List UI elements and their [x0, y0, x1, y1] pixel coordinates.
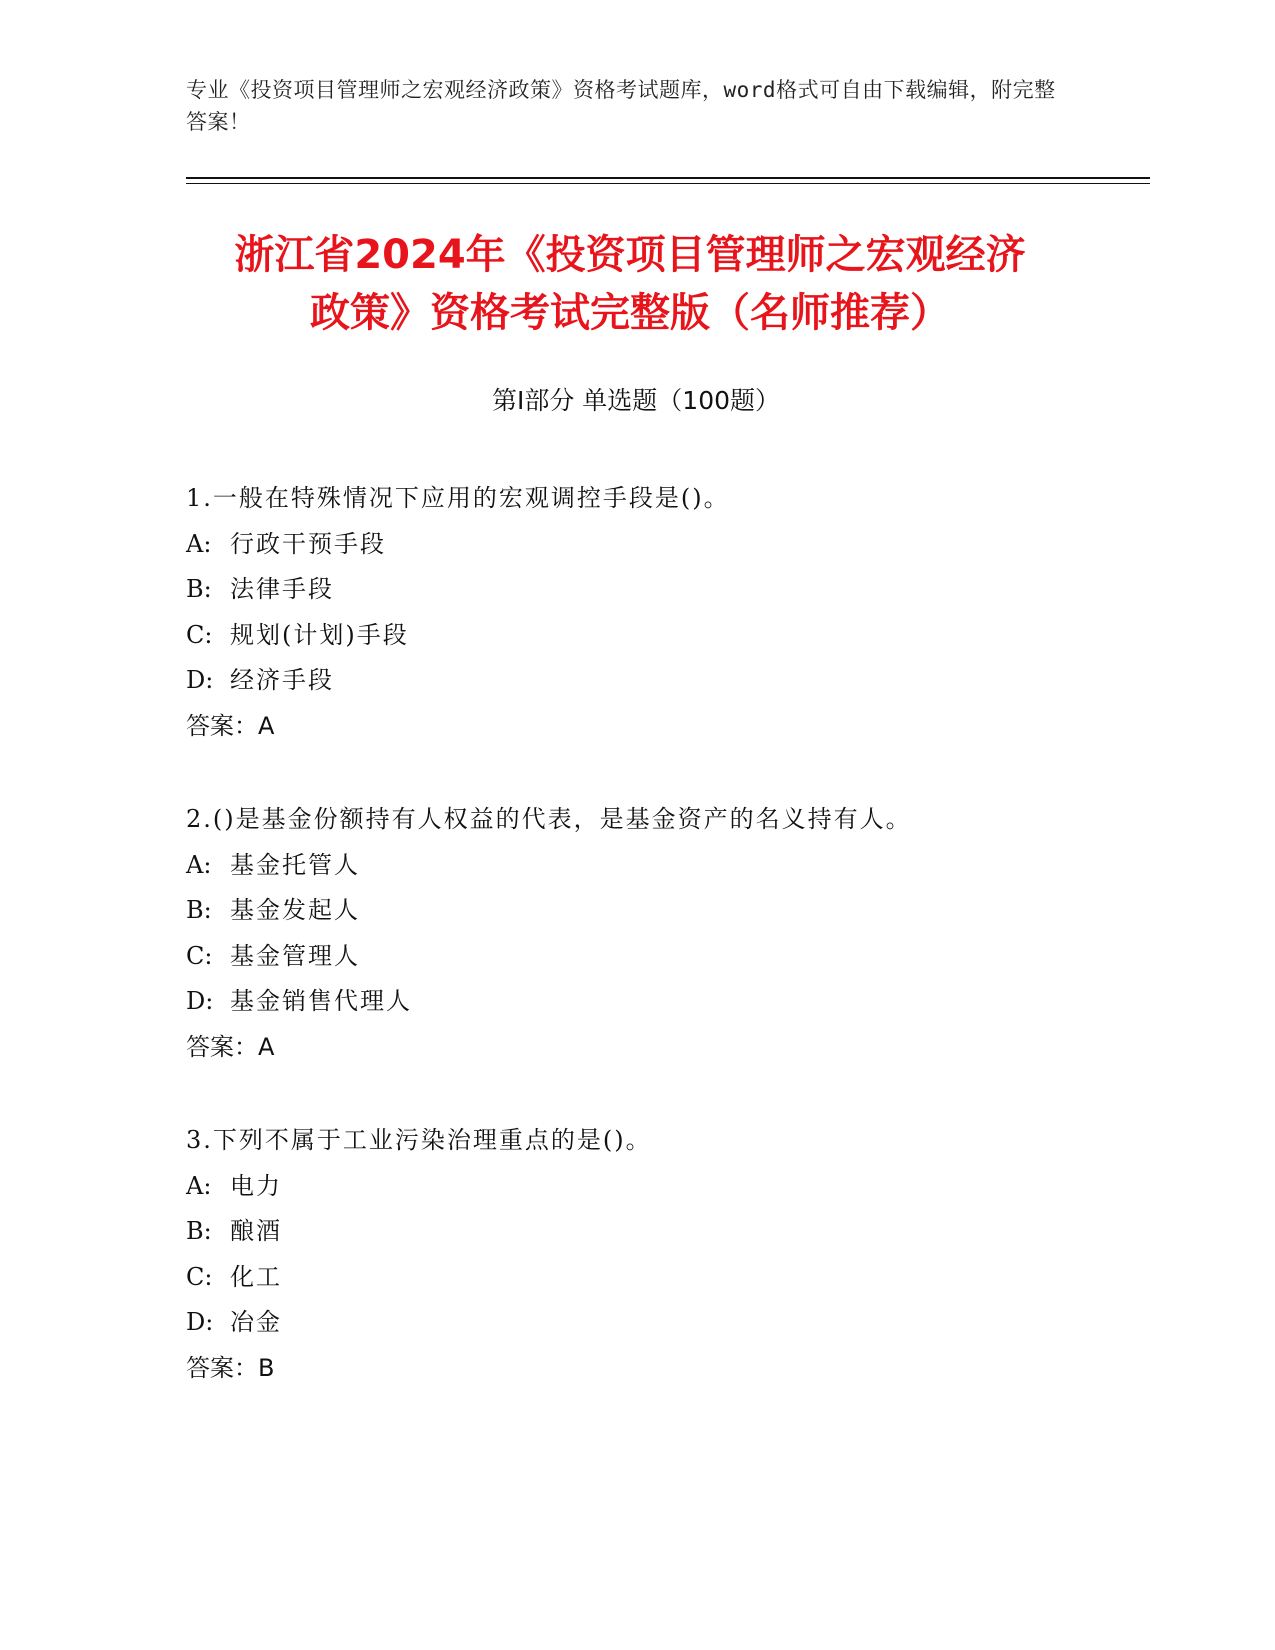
- option-key: C:: [186, 620, 213, 649]
- option-key: A:: [186, 1171, 212, 1200]
- option-b: [186, 888, 1136, 934]
- option-key: B:: [186, 1217, 212, 1245]
- option-text: 冶金: [230, 1308, 282, 1336]
- question-2: [186, 797, 1136, 1070]
- question-1: [186, 476, 1136, 749]
- question-3: [186, 1118, 1136, 1391]
- option-text: 化工: [230, 1262, 282, 1291]
- document-title: [180, 226, 1080, 342]
- header-divider-thin: [186, 183, 1150, 184]
- question-stem: 3.下列不属于工业污染治理重点的是()。: [186, 1126, 652, 1154]
- document-title-line-2: 政策》资格考试完整版（名师推荐）: [310, 290, 950, 336]
- option-a: [186, 1164, 1136, 1210]
- option-text: 基金销售代理人: [230, 987, 412, 1015]
- option-d: [186, 658, 1136, 704]
- question-list: [186, 476, 1136, 1439]
- section-title: 第I部分 单选题（100题）: [491, 386, 781, 415]
- option-b: [186, 567, 1136, 613]
- question-stem: 2.()是基金份额持有人权益的代表，是基金资产的名义持有人。: [186, 805, 912, 833]
- option-text: 酿酒: [230, 1217, 282, 1245]
- option-key: B:: [186, 896, 212, 924]
- option-key: A:: [186, 850, 212, 879]
- option-text: 基金发起人: [230, 896, 360, 924]
- option-key: D:: [186, 987, 214, 1015]
- option-text: 基金托管人: [230, 850, 360, 879]
- option-b: [186, 1209, 1136, 1255]
- option-text: 电力: [230, 1171, 282, 1200]
- option-text: 法律手段: [230, 575, 334, 603]
- option-c: [186, 1255, 1136, 1301]
- option-d: [186, 1300, 1136, 1346]
- answer-line: 答案：A: [186, 711, 275, 740]
- header-divider-thick: [186, 177, 1150, 179]
- option-key: C:: [186, 941, 213, 970]
- option-key: B:: [186, 575, 212, 603]
- option-text: 规划(计划)手段: [230, 620, 409, 649]
- option-d: [186, 979, 1136, 1025]
- option-text: 行政干预手段: [230, 529, 386, 558]
- answer-line: 答案：B: [186, 1353, 275, 1382]
- option-a: [186, 522, 1136, 568]
- option-key: C:: [186, 1262, 213, 1291]
- option-c: [186, 934, 1136, 980]
- header-note: 专业《投资项目管理师之宏观经济政策》资格考试题库，word格式可自由下载编辑，附完整答案！: [186, 78, 1056, 134]
- option-c: [186, 613, 1136, 659]
- option-a: [186, 843, 1136, 889]
- answer-line: 答案：A: [186, 1032, 275, 1061]
- document-title-line-1: 浙江省2024年《投资项目管理师之宏观经济: [234, 232, 1026, 278]
- option-key: D:: [186, 666, 214, 694]
- option-key: D:: [186, 1308, 214, 1336]
- option-text: 经济手段: [230, 666, 334, 694]
- option-text: 基金管理人: [230, 941, 360, 970]
- option-key: A:: [186, 529, 212, 558]
- question-stem: 1.一般在特殊情况下应用的宏观调控手段是()。: [186, 484, 730, 512]
